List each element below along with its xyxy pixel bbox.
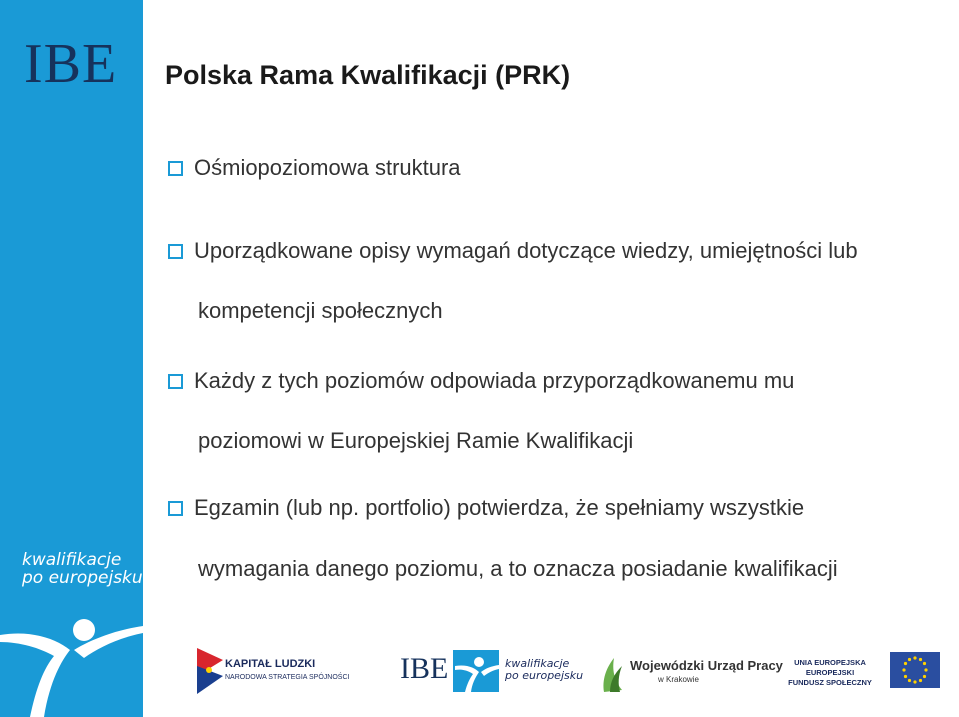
eu-label <box>775 658 885 688</box>
kapital-ludzki-flag-icon <box>195 646 225 696</box>
bullet-item-3 <box>168 368 794 394</box>
kwalifikacje-tagline <box>22 551 143 587</box>
bullet-text: Egzamin (lub np. portfolio) potwierdza, że spełniamy wszystkie <box>194 495 805 520</box>
bullet-item-1 <box>168 155 461 181</box>
bullet-text: Ośmiopoziomowa struktura <box>194 155 461 180</box>
eu-label-line-2: EUROPEJSKI <box>805 668 855 677</box>
bullet-continuation: kompetencji społecznych <box>198 298 443 323</box>
ibe-logo: IBE <box>24 33 118 95</box>
bullet-item-2 <box>168 238 858 264</box>
footer-logos <box>190 638 950 708</box>
bullet-continuation: poziomowi w Europejskiej Ramie Kwalifikacji <box>198 428 634 453</box>
wup-emblem-icon <box>600 654 626 694</box>
bullet-continuation: wymagania danego poziomu, a to oznacza posiadanie kwalifikacji <box>198 556 838 581</box>
figure-swoosh-icon <box>0 600 143 717</box>
checkbox-bullet-icon <box>168 501 183 516</box>
eu-label-line-3: FUNDUSZ SPOŁECZNY <box>788 678 872 687</box>
checkbox-bullet-icon <box>168 161 183 176</box>
kwalifikacje-logo-icon <box>453 650 499 692</box>
sidebar <box>0 0 143 717</box>
tagline-line-1: kwalifikacje <box>22 550 122 570</box>
checkbox-bullet-icon <box>168 244 183 259</box>
eu-flag-icon <box>890 652 940 688</box>
ibe-logo-small: IBE <box>400 652 449 685</box>
kapital-ludzki-label: KAPITAŁ LUDZKI <box>225 658 316 670</box>
wup-label: Wojewódzki Urząd Pracy <box>630 658 783 673</box>
bullet-text: Uporządkowane opisy wymagań dotyczące wiedzy, umiejętności lub <box>194 238 858 263</box>
tagline-line-2: po europejsku <box>22 568 143 588</box>
bullet-text: Każdy z tych poziomów odpowiada przyporządkowanemu mu <box>194 368 795 393</box>
slide-title: Polska Rama Kwalifikacji (PRK) <box>165 60 571 90</box>
kwalifikacje-small-tagline <box>505 658 583 682</box>
kpe-small-line-1: kwalifikacje <box>505 657 570 670</box>
kpe-small-line-2: po europejsku <box>505 669 584 682</box>
bullet-item-4 <box>168 495 804 521</box>
kapital-ludzki-sub: NARODOWA STRATEGIA SPÓJNOŚCI <box>225 674 350 681</box>
eu-label-line-1: UNIA EUROPEJSKA <box>794 658 866 667</box>
checkbox-bullet-icon <box>168 374 183 389</box>
wup-sub: w Krakowie <box>658 675 699 684</box>
